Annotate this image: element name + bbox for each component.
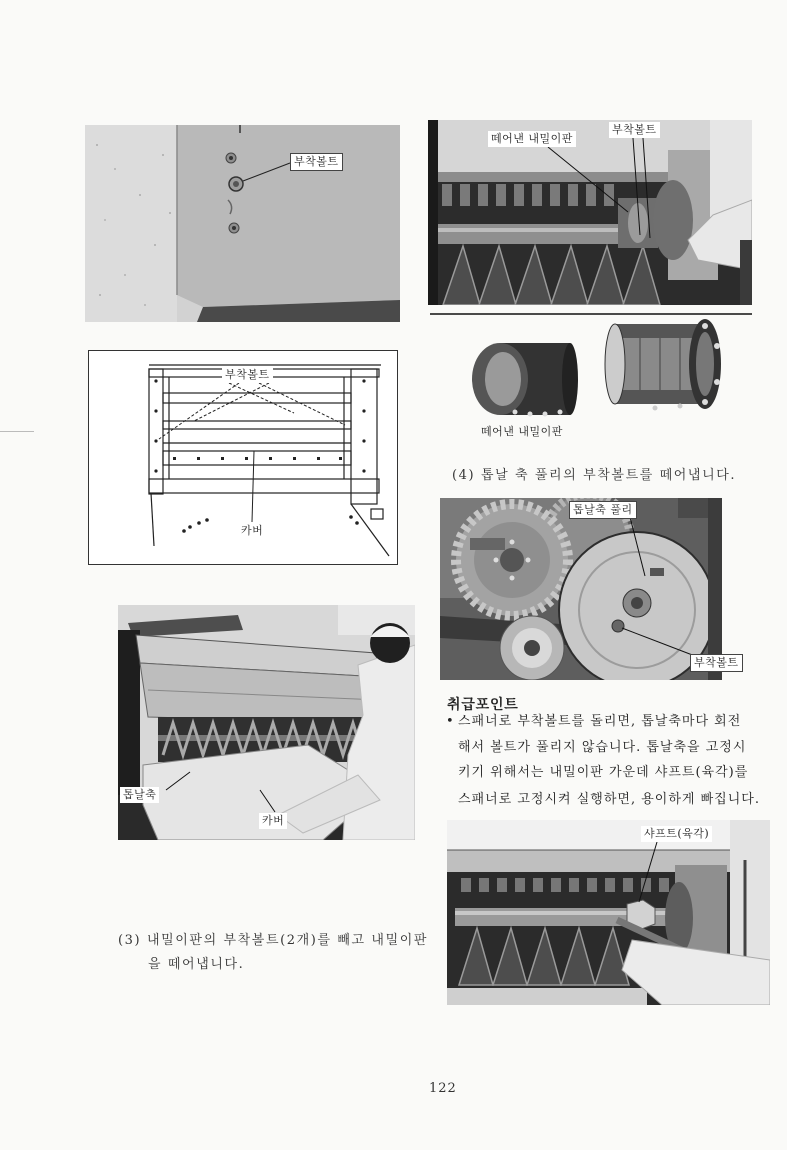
mounting-bolt [229,177,243,191]
speckled-wall [85,125,177,322]
label-mounting-bolt: 부착볼트 [290,153,343,171]
scan-edge-mark [0,431,34,432]
upper-bracket [678,498,708,518]
label-hex-shaft: 샤프트(육각) [641,826,712,842]
divider-line [430,313,752,315]
page-number: 122 [429,1081,457,1096]
handling-point-line: 스패너로 고정시켜 실행하면, 용이하게 빠집니다. [458,792,760,807]
label-mounting-bolt: 부착볼트 [222,367,273,383]
bolt-panel-photo [85,125,400,322]
lower-bolt [229,223,239,233]
bullet-icon: • [446,714,454,729]
upper-bolt [226,153,236,163]
removed-plate-machine-photo [428,120,752,305]
label-mounting-bolt: 부착볼트 [609,122,660,138]
handling-point-line: 해서 볼트가 풀리지 않습니다. 톱날축을 고정시 [458,740,747,755]
machine-frame-outline [149,365,389,556]
label-cover: 카버 [238,523,266,539]
caption-step-3-line-2: 을 떼어냅니다. [148,957,245,972]
handling-point-line: 스패너로 부착볼트를 돌리면, 톱날축마다 회전 [458,714,742,729]
right-frame [708,498,722,680]
caption-step-4: (4) 톱날 축 풀리의 부착볼트를 떼어냅니다. [452,468,737,483]
bolt-leader-lines [159,383,345,439]
saw-shaft-photo [118,605,415,840]
pulley-bolt [612,620,624,632]
drive-gear [456,504,568,616]
bracket [470,538,505,550]
handling-point-title: 취급포인트 [447,697,519,713]
label-saw-shaft: 톱날축 [120,787,159,803]
floor [447,988,647,1005]
caption-step-3-line-1: (3) 내밀이판의 부착볼트(2개)를 빼고 내밀이판 [118,933,429,948]
housing-rail [438,172,708,182]
flanged-half-cylinder [605,319,721,411]
label-mounting-bolt: 부착볼트 [690,654,743,672]
idler-roller [500,616,564,680]
label-removed-plate: 떼어낸 내밀이판 [488,131,576,147]
handling-point-line: 키기 위해서는 내밀이판 가운데 샤프트(육각)를 [458,765,749,780]
pulley-photo [440,498,722,680]
removed-plate-parts-photo [465,318,725,420]
cover-leader-line [252,451,254,522]
label-removed-plate: 떼어낸 내밀이판 [481,425,563,438]
label-saw-shaft-pulley: 톱날축 풀리 [569,501,637,519]
half-cylinder-plate [472,343,578,417]
right-frame [740,240,752,305]
left-frame [428,120,438,305]
hex-shaft-photo [447,820,770,1005]
left-column [118,630,140,800]
label-cover: 카버 [259,813,287,829]
machine-side-panel [177,125,400,307]
